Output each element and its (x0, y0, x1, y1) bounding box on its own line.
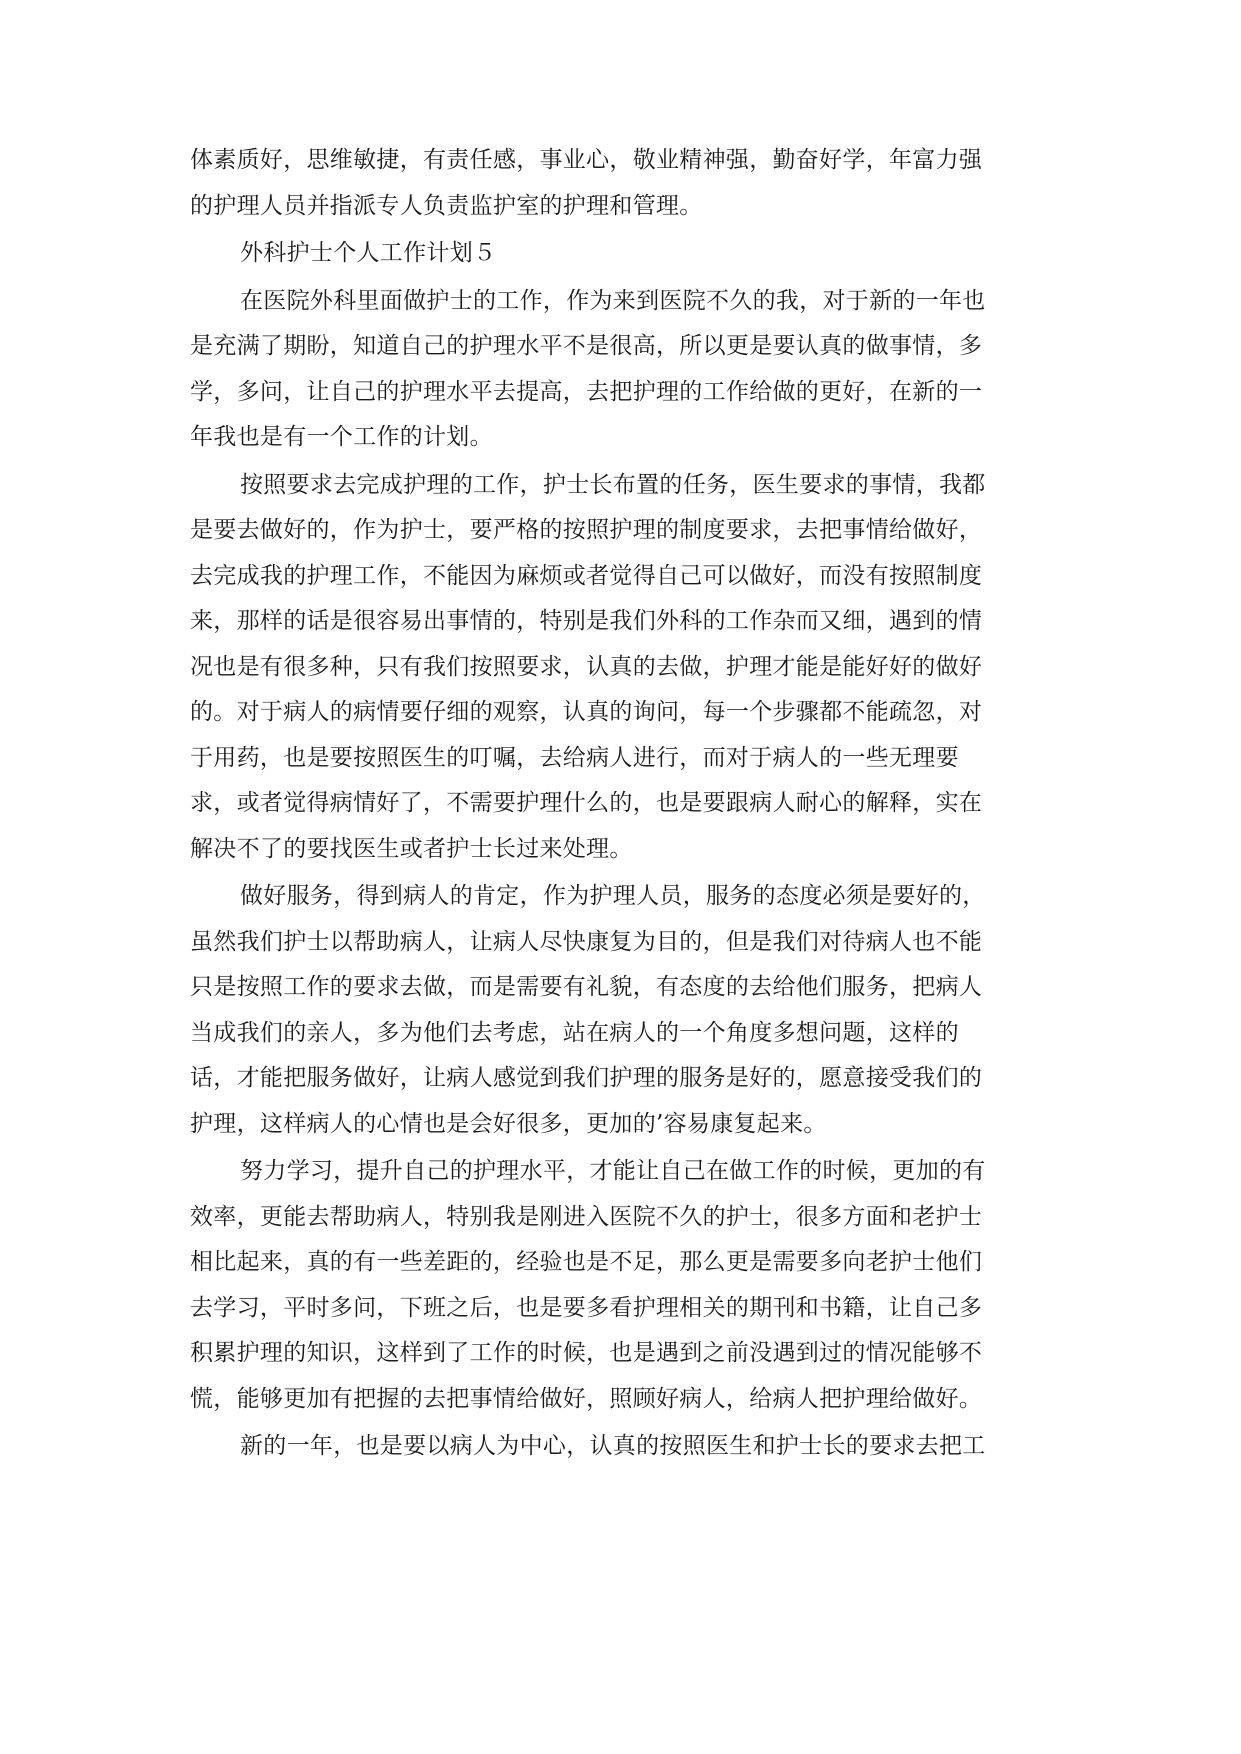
text-line: 积累护理的知识，这样到了工作的时候，也是遇到之前没遇到过的情况能够不 (190, 1340, 983, 1366)
text-line: 慌，能够更加有把握的去把事情给做好，照顾好病人，给病人把护理给做好。 (190, 1385, 983, 1412)
text-line: 效率，更能去帮助病人，特别我是刚进入医院不久的护士，很多方面和老护士 (190, 1203, 983, 1230)
text-line: 当成我们的亲人，多为他们去考虑，站在病人的一个角度多想问题，这样的 (190, 1019, 959, 1046)
text-line: 况也是有很多种，只有我们按照要求，认真的去做，护理才能是能好好的做好 (190, 653, 983, 680)
text-line: 来，那样的话是很容易出事情的，特别是我们外科的工作杂而又细，遇到的情 (190, 608, 983, 634)
text-line: 解决不了的要找医生或者护士长过来处理。 (190, 835, 633, 862)
text-line: 于用药，也是要按照医生的叮嘱，去给病人进行，而对于病人的一些无理要 (190, 744, 959, 771)
paragraph-new-year (190, 1424, 1050, 1470)
text-line: 相比起来，真的有一些差距的，经验也是不足，那么更是需要多向老护士他们 (190, 1249, 983, 1275)
text-line: 体素质好，思维敏捷，有责任感，事业心，敬业精神强，勤奋好学，年富力强 (190, 147, 983, 173)
text-line: 求，或者觉得病情好了，不需要护理什么的，也是要跟病人耐心的解释，实在 (190, 790, 983, 816)
text-line: 虽然我们护士以帮助病人，让病人尽快康复为目的，但是我们对待病人也不能 (190, 928, 983, 955)
text-line: 只是按照工作的要求去做，而是需要有礼貌，有态度的去给他们服务，把病人 (190, 974, 983, 1000)
section-heading (190, 231, 1050, 277)
text-line: 护理，这样病人的心情也是会好很多，更加的’容易康复起来。 (190, 1110, 827, 1137)
text-line: 年我也是有一个工作的计划。 (190, 424, 493, 450)
paragraph-continuation (190, 138, 1050, 229)
paragraph-intro (190, 279, 1050, 461)
heading-text: 外科护士个人工作计划５ (240, 240, 497, 266)
text-line: 努力学习，提升自己的护理水平，才能让自己在做工作的时候，更加的有 (240, 1158, 986, 1184)
text-line: 做好服务，得到病人的肯定，作为护理人员，服务的态度必须是要好的， (240, 883, 986, 909)
paragraph-requirements (190, 463, 1050, 873)
text-line: 去学习，平时多问，下班之后，也是要多看护理相关的期刊和书籍，让自己多 (190, 1294, 983, 1321)
text-line: 按照要求去完成护理的工作，护士长布置的任务，医生要求的事情，我都 (240, 471, 986, 498)
text-line: 话，才能把服务做好，让病人感觉到我们护理的服务是好的，愿意接受我们的 (190, 1065, 983, 1091)
text-line: 新的一年，也是要以病人为中心，认真的按照医生和护士长的要求去把工 (240, 1433, 986, 1459)
paragraph-service (190, 874, 1050, 1147)
text-line: 去完成我的护理工作，不能因为麻烦或者觉得自己可以做好，而没有按照制度 (190, 562, 983, 589)
text-line: 是充满了期盼，知道自己的护理水平不是很高，所以更是要认真的做事情，多 (190, 333, 983, 359)
document-body (190, 138, 1050, 1472)
text-line: 学，多问，让自己的护理水平去提高，去把护理的工作给做的更好，在新的一 (190, 378, 983, 405)
text-line: 在医院外科里面做护士的工作，作为来到医院不久的我，对于新的一年也 (240, 287, 986, 314)
text-line: 的护理人员并指派专人负责监护室的护理和管理。 (190, 192, 703, 219)
text-line: 的。对于病人的病情要仔细的观察，认真的询问，每一个步骤都不能疏忽，对 (190, 699, 983, 725)
paragraph-learning (190, 1149, 1050, 1422)
text-line: 是要去做好的，作为护士，要严格的按照护理的制度要求，去把事情给做好， (190, 517, 983, 543)
